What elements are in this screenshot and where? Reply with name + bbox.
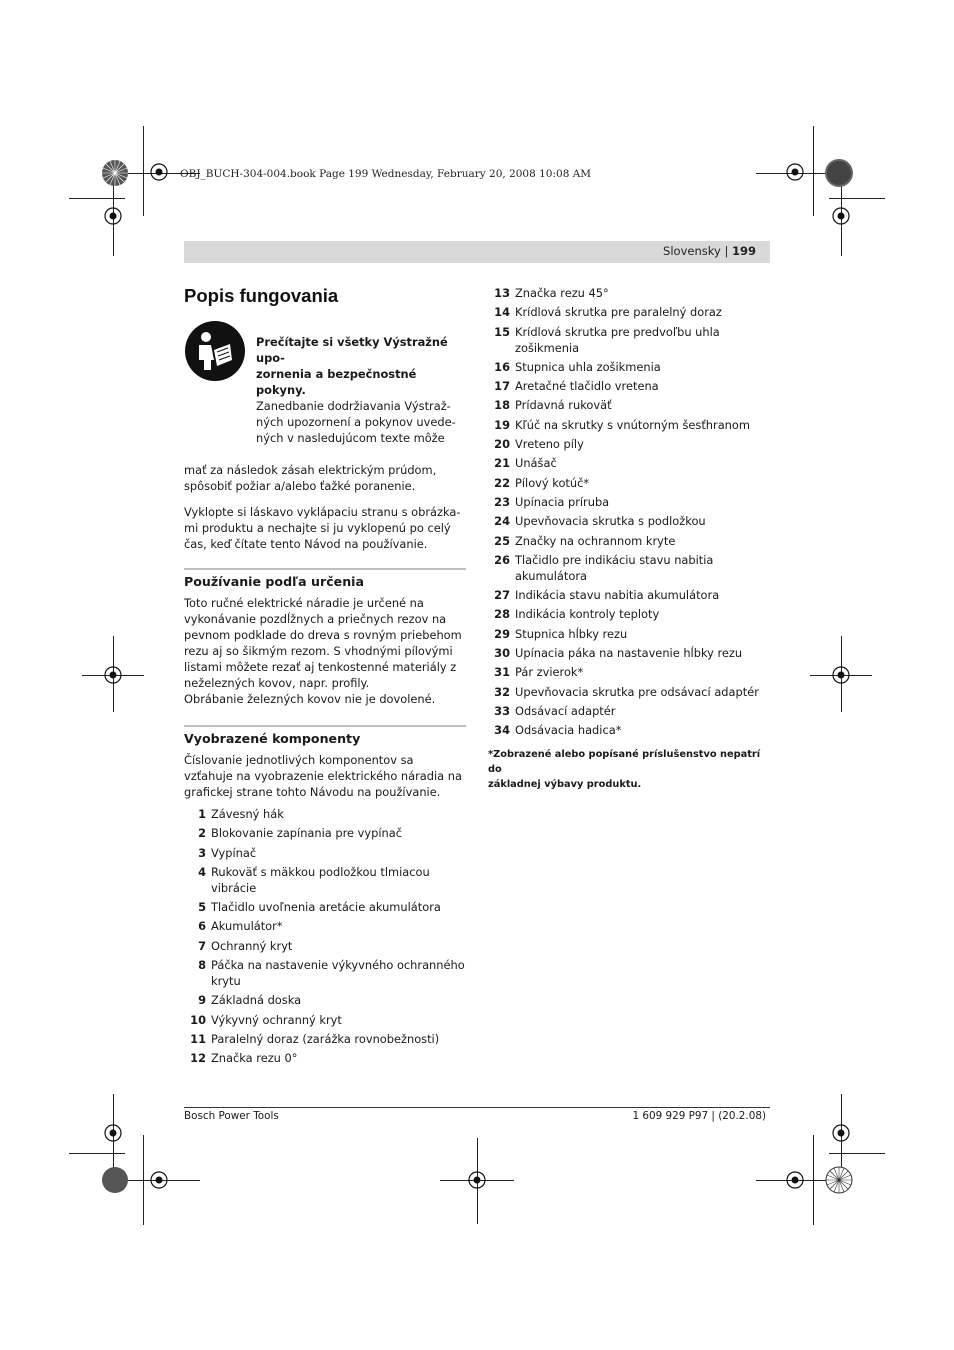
item-number: 21 (494, 456, 510, 471)
item-label: Pílový kotúč* (515, 475, 590, 490)
item-label: Krídlová skrutka pre predvoľbu uhla zošikmenia (515, 324, 720, 355)
item-label: Aretačné tlačidlo vretena (515, 379, 659, 394)
item-label: Upínacia príruba (515, 494, 610, 509)
item-number: 12 (190, 1051, 206, 1066)
right-column (488, 285, 770, 792)
list-item (184, 825, 466, 841)
list-item (488, 626, 770, 642)
footer-doc-number: 1 609 929 P97 | (20.2.08) (632, 1110, 766, 1122)
crosshair-icon (101, 1121, 125, 1145)
section-usage-text: Toto ručné elektrické náradie je určené na vykonávanie pozdĺžnych a priečnych rezov na pevnom podklade do dreva s rovným priebehom rezu aj so šikmým rezom. S vhodnými pílovými listami môžete rezať aj tenkostenné materiály z neželezných kovov, napr. profily. (184, 596, 462, 690)
component-list-left (184, 806, 466, 1066)
item-label: Blokovanie zapínania pre vypínač (211, 826, 403, 841)
item-number: 25 (494, 533, 510, 548)
list-item (488, 645, 770, 661)
crosshair-icon (783, 1168, 807, 1192)
section-components-text: Číslovanie jednotlivých komponentov sa vzťahuje na vyobrazenie elektrického náradia na grafickej strane tohto Návodu na používanie. (184, 753, 462, 799)
item-label: Značka rezu 45° (515, 286, 609, 300)
item-label: Prídavná rukoväť (515, 398, 612, 413)
list-item (488, 587, 770, 603)
crosshair-icon (147, 1168, 171, 1192)
footnote: *Zobrazené alebo popísané príslušenstvo nepatrí do základnej výbavy produktu. (488, 749, 761, 791)
item-number: 4 (198, 864, 206, 879)
list-item (184, 1031, 466, 1047)
warning-lead-rest: Zanedbanie dodržiavania Výstraž- ných upozornení a pokynov uvede- ných v nasledujúcom texte môže (256, 399, 456, 445)
item-label: Vypínač (211, 845, 257, 860)
item-label: Pár zvierok* (515, 665, 584, 680)
list-item (184, 918, 466, 934)
page-header (184, 241, 770, 263)
item-label: Odsávací adaptér (515, 703, 616, 718)
item-number: 24 (494, 514, 510, 529)
item-label: Značky na ochrannom kryte (515, 533, 676, 548)
item-number: 27 (494, 588, 510, 603)
list-item (488, 324, 770, 356)
item-number: 30 (494, 646, 510, 661)
list-item (184, 845, 466, 861)
item-number: 20 (494, 437, 510, 452)
item-number: 14 (494, 305, 510, 320)
item-label: Ochranný kryt (211, 938, 293, 953)
item-number: 11 (190, 1031, 206, 1046)
item-number: 26 (494, 552, 510, 567)
item-label: Stupnica hĺbky rezu (515, 626, 628, 641)
item-number: 3 (198, 845, 206, 860)
fold-note: Vyklopte si láskavo vyklápaciu stranu s obrázka- mi produktu a nechajte si ju vyklopenú po celý čas, keď čítate tento Návod na používanie. (184, 505, 461, 551)
list-item (488, 513, 770, 529)
item-number: 32 (494, 684, 510, 699)
item-number: 13 (494, 286, 510, 300)
item-label: Tlačidlo uvoľnenia aretácie akumulátora (211, 900, 441, 915)
left-column (184, 284, 466, 1070)
item-label: Upínacia páka na nastavenie hĺbky rezu (515, 646, 743, 661)
item-number: 16 (494, 359, 510, 374)
item-label: Upevňovacia skrutka s podložkou (515, 514, 706, 529)
item-label: Krídlová skrutka pre paralelný doraz (515, 305, 722, 320)
item-number: 18 (494, 398, 510, 413)
item-number: 15 (494, 324, 510, 339)
item-number: 5 (198, 900, 206, 915)
item-number: 6 (198, 919, 206, 934)
list-item (184, 957, 466, 989)
item-number: 9 (198, 993, 206, 1008)
registration-wheel-icon (100, 1165, 130, 1195)
crosshair-icon (829, 663, 853, 687)
item-label: Základná doska (211, 993, 302, 1008)
list-item (488, 397, 770, 413)
list-item (184, 864, 466, 896)
list-item (184, 806, 466, 822)
item-label: Páčka na nastavenie výkyvného ochranného krytu (211, 958, 465, 989)
item-label: Tlačidlo pre indikáciu stavu nabitia akumulátora (515, 552, 714, 583)
list-item (184, 1050, 466, 1066)
warning-block (184, 318, 466, 462)
item-number: 28 (494, 607, 510, 622)
item-label: Indikácia stavu nabitia akumulátora (515, 588, 720, 603)
list-item (184, 992, 466, 1008)
registration-wheel-icon (100, 158, 130, 188)
item-label: Upevňovacia skrutka pre odsávací adaptér (515, 684, 759, 699)
list-item (184, 938, 466, 954)
item-label: Výkyvný ochranný kryt (211, 1012, 342, 1027)
item-number: 1 (198, 807, 206, 821)
crosshair-icon (147, 160, 171, 184)
component-list-right (488, 285, 770, 738)
list-item (488, 552, 770, 584)
item-number: 10 (190, 1012, 206, 1027)
item-label: Značka rezu 0° (211, 1051, 298, 1066)
item-label: Paralelný doraz (zarážka rovnobežnosti) (211, 1031, 440, 1046)
item-label: Závesný hák (211, 807, 284, 821)
item-number: 7 (198, 938, 206, 953)
item-label: Akumulátor* (211, 919, 283, 934)
crosshair-icon (783, 160, 807, 184)
list-item (488, 475, 770, 491)
crosshair-icon (829, 1121, 853, 1145)
item-number: 31 (494, 665, 510, 680)
footer-brand: Bosch Power Tools (184, 1110, 279, 1122)
list-item (488, 606, 770, 622)
item-label: Vreteno píly (515, 437, 584, 452)
section-usage-text2: Obrábanie železných kovov nie je dovolené. (184, 692, 436, 706)
list-item (488, 304, 770, 320)
item-number: 23 (494, 494, 510, 509)
section-usage-title: Používanie podľa určenia (184, 568, 466, 590)
crosshair-icon (465, 1168, 489, 1192)
warning-continuation: mať za následok zásah elektrickým prúdom, spôsobiť požiar a/alebo ťažké poranenie. (184, 463, 437, 493)
item-label: Rukoväť s mäkkou podložkou tlmiacou vibrácie (211, 864, 430, 895)
list-item (184, 899, 466, 915)
item-number: 17 (494, 379, 510, 394)
warning-lead-bold: Prečítajte si všetky Výstražné upo- zornenia a bezpečnostné pokyny. (256, 335, 448, 397)
item-label: Stupnica uhla zošikmenia (515, 359, 661, 374)
file-info: OBJ_BUCH-304-004.book Page 199 Wednesday, February 20, 2008 10:08 AM (180, 168, 592, 180)
list-item (488, 359, 770, 375)
list-item (488, 285, 770, 301)
item-label: Indikácia kontroly teploty (515, 607, 660, 622)
item-number: 29 (494, 626, 510, 641)
list-item (488, 684, 770, 700)
item-number: 34 (494, 723, 510, 738)
list-item (488, 455, 770, 471)
header-language: Slovensky (663, 244, 721, 258)
list-item (488, 494, 770, 510)
item-label: Odsávacia hadica* (515, 723, 622, 738)
crosshair-icon (829, 204, 853, 228)
page-title: Popis fungovania (184, 285, 339, 306)
item-number: 19 (494, 417, 510, 432)
crosshair-icon (101, 204, 125, 228)
page-number: 199 (731, 244, 756, 258)
section-components-title: Vyobrazené komponenty (184, 725, 466, 747)
item-label: Kľúč na skrutky s vnútorným šesťhranom (515, 417, 750, 432)
item-number: 22 (494, 475, 510, 490)
footer-rule (184, 1107, 770, 1108)
item-number: 2 (198, 826, 206, 841)
read-manual-icon (184, 320, 246, 382)
header-text (663, 244, 756, 258)
list-item (488, 533, 770, 549)
list-item (488, 378, 770, 394)
item-number: 33 (494, 703, 510, 718)
list-item (488, 436, 770, 452)
crosshair-icon (101, 663, 125, 687)
header-separator: | (720, 244, 732, 258)
item-label: Unášač (515, 456, 557, 471)
list-item (184, 1012, 466, 1028)
item-number: 8 (198, 958, 206, 973)
registration-wheel-icon (824, 1165, 854, 1195)
registration-wheel-icon (824, 158, 854, 188)
list-item (488, 703, 770, 719)
list-item (488, 664, 770, 680)
list-item (488, 417, 770, 433)
list-item (488, 722, 770, 738)
